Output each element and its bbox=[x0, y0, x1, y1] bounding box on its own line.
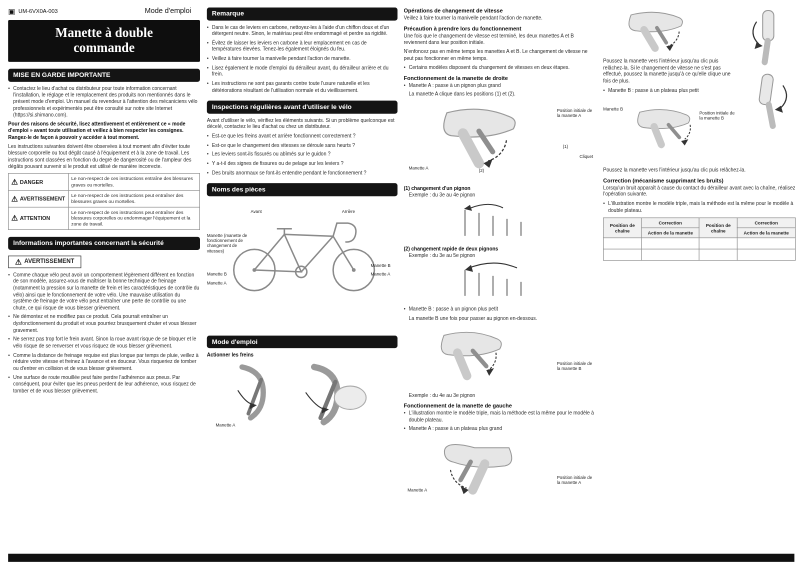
table-header-lever-action: Action de la manette bbox=[641, 228, 699, 238]
page-title-line1: Manette à double bbox=[55, 25, 153, 40]
item2-example: Exemple : du 3e au 5e pignon bbox=[408, 252, 476, 258]
lever-push-side-illustration bbox=[744, 8, 793, 67]
list-item: • Manette B : passe à un pignon plus petit bbox=[404, 306, 596, 313]
list-item: • Comme chaque vélo peut avoir un comportement légèrement différent en fonction de son modèle, assurez-vous de maîtriser la bonne technique de freinage (notamment la pression sur la manette de frein et les caractéristiques de contrôle du vélo) ainsi que le fonctionnement de votre vélo. Une mauvaise utilisation du système de freinage de votre vélo peut entraîner une perte de contrôle ou une chute, ce qui risque de vous blesser grièvement. bbox=[8, 272, 200, 312]
table-header-chain-position: Position de chaîne bbox=[603, 218, 641, 238]
cassette-illustration bbox=[445, 262, 555, 302]
diagram-label-1: (1) bbox=[562, 145, 569, 150]
list-item: • Une surface de route mouillée peut faire perdre l'adhérence aux pneus. Par conséquent, pour éviter que les pneus perdent de leur adhérence, vous risquez de tomber et de vous blesser grièvement. bbox=[8, 375, 200, 395]
shifter-lever-illustration bbox=[413, 101, 551, 172]
ops-title: Opérations de changement de vitesse bbox=[403, 7, 503, 14]
danger-label bbox=[11, 178, 65, 186]
contact-note: • Contactez le lieu d'achat ou distributeur pour toute information concernant l'installation, le réglage et le remplacement des produits non mentionnés dans le présent mode d'emploi. Un manuel du revendeur à l'attention des mécaniciens vélo professionnels et expérimentés peut être consulté sur notre site Internet (https://si.shimano.com). bbox=[8, 85, 200, 118]
section-header-mode-emploi: Mode d'emploi bbox=[207, 335, 398, 348]
list-item: • Ne serrez pas trop fort le frein avant. Sinon la roue avant risque de se bloquer et le vélo risque de se renverser et vous risquez de vous blesser grièvement. bbox=[8, 336, 200, 349]
brake-lever-illustration bbox=[212, 361, 393, 431]
left-lever-bullets bbox=[404, 410, 596, 432]
bike-parts-diagram bbox=[207, 210, 398, 329]
push-text-2: Poussez la manette vers l'intérieur jusqu'au clic puis relâchez-la. bbox=[603, 166, 746, 173]
doc-header bbox=[8, 8, 200, 16]
danger-label-text: DANGER bbox=[19, 178, 44, 185]
avertissement-box bbox=[8, 255, 81, 268]
warning-triangle-icon: ⚠ bbox=[11, 177, 18, 187]
right-lever-text: La manette A clique dans les positions (1) et (2). bbox=[408, 91, 516, 98]
list-item: • Y a-t-il des signes de fissures ou de pelage sur les leviers ? bbox=[207, 161, 398, 168]
list-item: • Des bruits anormaux se font-ils entendre pendant le fonctionnement ? bbox=[207, 170, 398, 177]
left-shifter-diagram bbox=[404, 436, 596, 501]
brand-logo-icon: ▣ bbox=[8, 6, 16, 16]
avertissement-label-text: AVERTISSEMENT bbox=[19, 195, 66, 202]
grading-paragraph: Les instructions suivantes doivent être observées à tout moment afin d'éviter toute blessure corporelle ou tout dégât causé à l'équipement et à la zone de travail. Les instructions sont classées en fonction du degré de dangerosité ou de l'ampleur des dégâts pouvant survenir si le produit est utilisé de manière incorrecte. bbox=[8, 143, 192, 170]
manette-b-plateau-bullets bbox=[603, 87, 737, 94]
list-item: • Manette A : passe à un plateau plus grand bbox=[404, 426, 596, 433]
manette-b-diagram bbox=[404, 325, 596, 388]
correction-title: Correction (mécanisme supprimant les bruits) bbox=[603, 177, 724, 184]
section-header-inspections: Inspections régulières avant d'utiliser le vélo bbox=[207, 101, 398, 114]
table-header-correction: Correction bbox=[641, 218, 699, 228]
list-item: • Manette B : passe à un plateau plus petit bbox=[603, 87, 737, 94]
list-item: • Lisez également le mode d'emploi du dérailleur avant, du dérailleur arrière et du frein. bbox=[207, 65, 398, 78]
manette-b-bullets bbox=[404, 306, 596, 313]
diagram-label-cliquet: Cliquet bbox=[579, 155, 594, 160]
column-middle-left bbox=[207, 8, 398, 439]
table-row-attention bbox=[8, 207, 199, 230]
list-item: • Manette A : passe à un pignon plus grand bbox=[404, 82, 596, 89]
column-left bbox=[8, 8, 200, 398]
diagram-label-manette-a: Manette A bbox=[408, 166, 429, 171]
doc-id: UM-6VX0A-003 bbox=[18, 8, 58, 15]
push-lever-diagram-2 bbox=[603, 105, 737, 163]
list-item: • Dans le cas de leviers en carbone, nettoyez-les à l'aide d'un chiffon doux et d'un détergent neutre. Sinon, le matériau peut être endommagé et perdre sa rigidité. bbox=[207, 24, 398, 37]
item1-example: Exemple : du 3e au 4e pignon bbox=[408, 191, 476, 198]
table-row bbox=[603, 238, 795, 249]
column-middle-right bbox=[404, 8, 596, 506]
footer-bar bbox=[8, 554, 794, 562]
page-title-line2: commande bbox=[73, 39, 135, 55]
diagram-label-manette-desc: Manette (manette de fonctionnement de changement de vitesses) bbox=[206, 233, 248, 254]
inspections-bullet-list bbox=[207, 133, 398, 176]
diagram-label-manette-a: Manette A bbox=[206, 281, 227, 286]
list-item: • Est-ce que le changement des vitesses se déroule sans heurts ? bbox=[207, 142, 398, 149]
avertissement-label bbox=[11, 195, 65, 203]
table-header-chain-position: Position de chaîne bbox=[699, 218, 737, 238]
attention-label bbox=[11, 215, 65, 223]
cassette-diagram-1 bbox=[404, 202, 596, 242]
list-item: • Les instructions ne sont pas garants contre toute l'usure naturelle et les détériorations résultant de l'utilisation normale et du vieillissement. bbox=[207, 81, 398, 94]
list-item: • L'illustration montre le modèle triple, mais la méthode est la même pour le modèle à double plateau. bbox=[404, 410, 596, 423]
safety-bullet-list bbox=[8, 272, 200, 395]
diagram-label-pos-init-a: Position initiale de la manette A bbox=[556, 108, 593, 119]
diagram-label-avant: Avant bbox=[250, 209, 262, 215]
list-item: • Évitez de laisser les leviers en carbone à leur emplacement en cas de températures élevées. Tenez-les également éloignés du feu. bbox=[207, 40, 398, 53]
table-row bbox=[603, 249, 795, 260]
right-shifter-diagram bbox=[404, 101, 596, 181]
section-header-informations-securite: Informations importantes concernant la sécurité bbox=[8, 237, 200, 250]
left-lever-title: Fonctionnement de la manette de gauche bbox=[403, 402, 512, 409]
lever-push-side-illustration bbox=[744, 71, 793, 130]
list-item: • Certains modèles disposent du changement de vitesses en deux étapes. bbox=[404, 64, 596, 71]
inspections-intro: Avant d'utiliser le vélo, vérifiez les éléments suivants. Si un problème quelconque est décelé, contactez le lieu d'achat ou chez un distributeur. bbox=[206, 117, 395, 130]
example-3: Exemple : du 4e au 3e pignon bbox=[408, 392, 476, 398]
item1-title: (1) changement d'un pignon bbox=[403, 185, 471, 192]
brake-lever-diagram bbox=[207, 361, 398, 435]
diagram-label-manette-b: Manette B bbox=[603, 107, 624, 112]
precaution-text-1: Une fois que le changement de vitesse est terminé, les deux manettes A et B reviennent dans leur position initiale. bbox=[403, 32, 574, 46]
correction-table bbox=[603, 218, 796, 261]
shifter-lever-illustration bbox=[415, 325, 531, 385]
manette-b-text: La manette B une fois pour passer au pignon en-dessous. bbox=[408, 315, 538, 322]
column-right bbox=[603, 8, 796, 261]
lever-side-view-rail bbox=[742, 8, 796, 131]
list-item: • Est-ce que les freins avant et arrière fonctionnent correctement ? bbox=[207, 133, 398, 140]
cassette-diagram-2 bbox=[404, 262, 596, 302]
list-item: • Ne démontez et ne modifiez pas ce produit. Cela pourrait entraîner un dysfonctionnement du produit et vous pourriez brusquement chuter et vous blesser gravement. bbox=[8, 314, 200, 334]
list-item: • Veillez à faire tourner la manivelle pendant l'action de manette. bbox=[207, 56, 398, 63]
list-item: • Les leviers sont-ils fissurés ou abîmés sur le guidon ? bbox=[207, 151, 398, 158]
section-header-noms-pieces: Noms des pièces bbox=[207, 183, 398, 196]
diagram-label-arriere: Arrière bbox=[341, 209, 356, 215]
diagram-label-pos-init-b: Position initiale de la manette B bbox=[556, 361, 593, 372]
column-right-top bbox=[603, 8, 796, 163]
warning-triangle-icon: ⚠ bbox=[11, 194, 18, 203]
table-header-row-1 bbox=[603, 218, 795, 228]
warning-triangle-icon: ⚠ bbox=[11, 213, 18, 223]
page-title bbox=[8, 20, 200, 62]
column-right-main bbox=[603, 8, 737, 163]
push-text-1: Poussez la manette vers l'intérieur jusqu'au clic puis relâchez-la. Si le changement de vitesse ne s'est pas effectué, poussez la manette jusqu'à ce qu'elle clique une fois de plus. bbox=[603, 58, 731, 84]
diagram-label-pos-init-b: Position initiale de la manette B bbox=[699, 111, 735, 121]
diagram-label-manette-a: Manette A bbox=[215, 423, 236, 428]
item2-title: (2) changement rapide de deux pignons bbox=[403, 246, 499, 252]
table-row-danger bbox=[8, 174, 199, 191]
avertissement-text: Le non-respect de ces instructions peut entraîner des blessures graves ou mortelles. bbox=[68, 190, 199, 207]
remarque-bullet-list bbox=[207, 24, 398, 94]
attention-label-text: ATTENTION bbox=[19, 215, 51, 222]
push-lever-diagram-1 bbox=[603, 8, 737, 54]
correction-text: Lorsqu'un bruit apparaît à cause du contact du dérailleur avant avec la chaîne, réalisez l'opération suivante. bbox=[603, 184, 796, 198]
ops-text: Veillez à faire tourner la manivelle pendant l'action de manette. bbox=[403, 15, 543, 21]
warning-levels-table bbox=[8, 173, 200, 230]
warning-triangle-icon: ⚠ bbox=[15, 257, 22, 267]
shifter-lever-illustration bbox=[414, 436, 536, 499]
actionner-freins-heading: Actionner les freins bbox=[206, 352, 254, 358]
cassette-illustration bbox=[445, 202, 555, 242]
list-item: • L'illustration montre le modèle triple, mais la méthode est la même pour le modèle à double plateau. bbox=[603, 201, 796, 214]
precaution-title: Précaution à prendre lors du fonctionnement bbox=[403, 25, 522, 32]
table-row-avertissement bbox=[8, 190, 199, 207]
table-header-correction: Correction bbox=[737, 218, 795, 228]
section-header-mise-en-garde: MISE EN GARDE IMPORTANTE bbox=[8, 69, 200, 82]
avertissement-box-label: AVERTISSEMENT bbox=[24, 258, 75, 266]
diagram-label-pos-init-a: Position initiale de la manette A bbox=[556, 475, 593, 486]
danger-text: Le non-respect de ces instructions entraîne des blessures graves ou mortelles. bbox=[68, 174, 199, 191]
attention-text: Le non-respect de ces instructions peut entraîner des blessures corporelles ou endommager l'équipement et la zone de travail. bbox=[68, 207, 199, 230]
diagram-label-manette-a: Manette A bbox=[370, 272, 391, 277]
section-header-remarque: Remarque bbox=[207, 8, 398, 21]
table-header-lever-action: Action de la manette bbox=[737, 228, 795, 238]
shifter-lever-illustration bbox=[603, 8, 722, 54]
correction-bullets bbox=[603, 201, 796, 214]
list-item: • Comme la distance de freinage requise est plus longue par temps de pluie, veillez à réduire votre vitesse et freinez à l'avance et en douceur. Vous risqueriez de tomber ou d'entrer en collision et de vous blesser grièvement. bbox=[8, 352, 200, 372]
safety-bold-paragraph: Pour des raisons de sécurité, lisez attentivement et entièrement ce « mode d'emploi » avant toute utilisation et veillez à bien respecter les consignes. Rangez-le de façon à pouvoir y accéder à tout moment. bbox=[8, 121, 186, 140]
diagram-label-manette-a: Manette A bbox=[407, 488, 428, 493]
precaution-text-2: N'enfoncez pas en même temps les manettes A et B. Le changement de vitesse ne peut pas fonctionner en même temps. bbox=[403, 48, 588, 61]
precaution-bullets bbox=[404, 64, 596, 71]
right-lever-bullets bbox=[404, 82, 596, 89]
right-lever-title: Fonctionnement de la manette de droite bbox=[403, 74, 508, 82]
diagram-label-manette-b: Manette B bbox=[206, 272, 227, 277]
diagram-label-2: (2) bbox=[478, 168, 485, 174]
contact-note-list bbox=[8, 85, 200, 118]
doc-type-label: Mode d'emploi bbox=[144, 7, 192, 15]
diagram-label-manette-b: Manette B bbox=[370, 263, 391, 268]
